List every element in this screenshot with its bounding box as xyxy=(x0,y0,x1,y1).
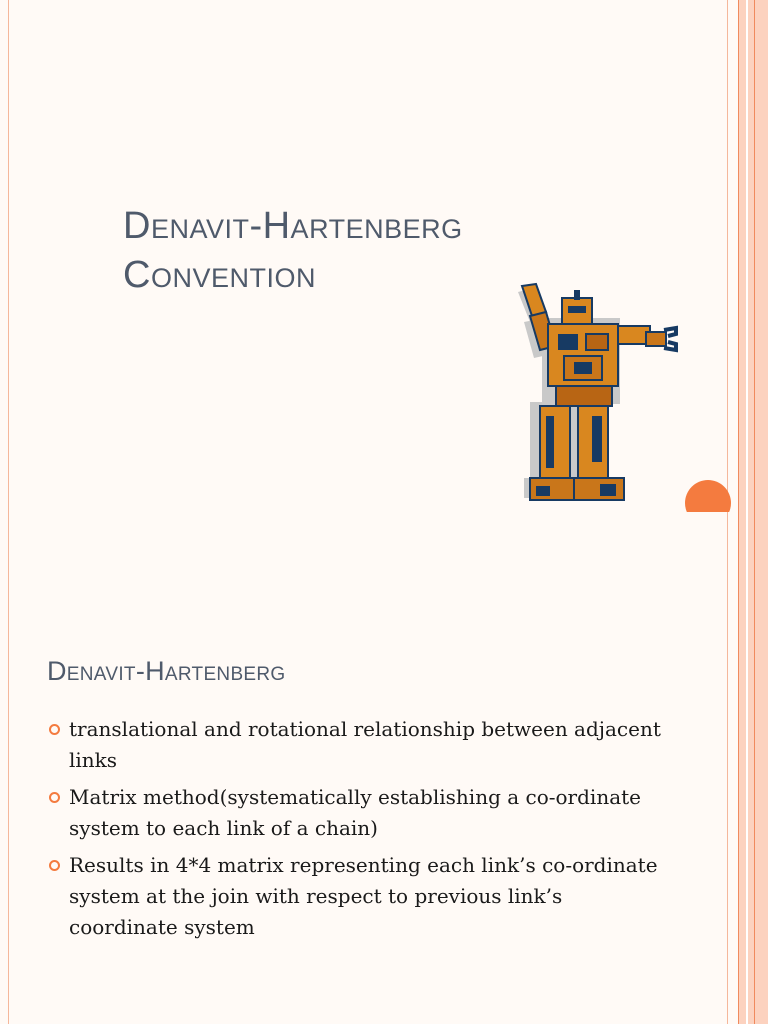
bullet-circle-icon xyxy=(49,792,60,803)
bullet-circle-icon xyxy=(49,860,60,871)
frame-left-line xyxy=(8,0,9,512)
slide-title xyxy=(123,202,463,300)
title-line-2: Convention xyxy=(123,254,316,296)
frame-right-thin-line xyxy=(727,512,728,1024)
frame-left-line xyxy=(8,512,9,1024)
list-item xyxy=(47,714,667,776)
robot-icon xyxy=(500,282,680,510)
frame-right-bar xyxy=(738,0,768,512)
bullet-circle-icon xyxy=(49,724,60,735)
frame-right-thin-line xyxy=(727,0,728,512)
bullet-list xyxy=(47,714,667,949)
accent-circle xyxy=(685,480,731,512)
title-line-1: Denavit-Hartenberg xyxy=(123,205,463,247)
bullet-text: Results in 4*4 matrix representing each link’s co-ordinate system at the join with respect to previous link’s coordinate system xyxy=(69,853,658,939)
bullet-text: translational and rotational relationship between adjacent links xyxy=(69,717,661,772)
slide-2 xyxy=(0,512,768,1024)
frame-right-bar xyxy=(738,512,768,1024)
list-item xyxy=(47,850,667,943)
bullet-text: Matrix method(systematically establishing a co-ordinate system to each link of a chain) xyxy=(69,785,641,840)
slide-heading: Denavit-Hartenberg xyxy=(47,656,286,686)
list-item xyxy=(47,782,667,844)
